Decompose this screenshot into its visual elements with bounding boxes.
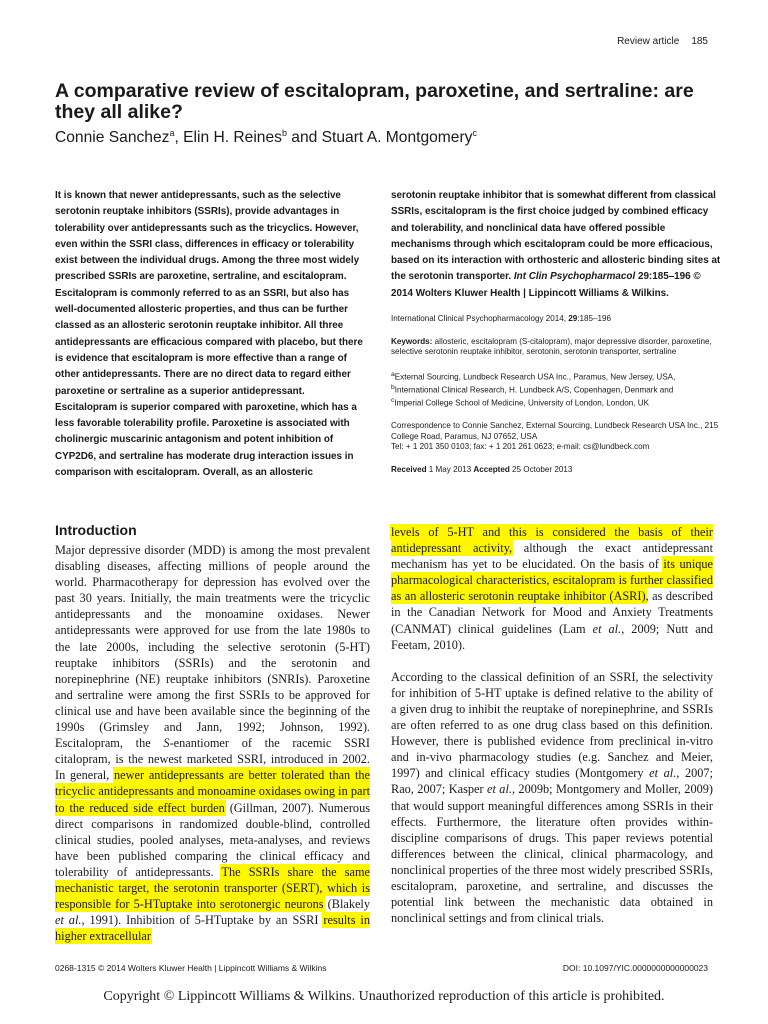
received-label: Received xyxy=(391,464,427,474)
affil-a-text: External Sourcing, Lundbeck Research USA Inc., Paramus, New Jersey, USA, xyxy=(394,372,676,382)
author-3: Stuart A. Montgomery xyxy=(321,129,473,147)
author-2-sup: b xyxy=(281,128,287,138)
author-sep-1: , xyxy=(174,129,184,147)
received-date: 1 May 2013 xyxy=(426,464,474,474)
accepted-date: 25 October 2013 xyxy=(509,464,573,474)
copyright-notice: Copyright © Lippincott Williams & Wilkins. Unauthorized reproduction of this article is prohibited. xyxy=(103,989,665,1004)
italic-run: et al. xyxy=(55,913,82,928)
text-run: , 2009b; Montgomery and Moller, 2009) that would support meaningful differences among SSRIs in their effects. Furthermore, the literature often provides within-discipline comparisons of drugs. This paper reviews potential differences between the clinical, clinical pharmacology, and nonclinical properties of the three most widely prescribed SSRIs, escitalopram, paroxetine, and sertraline, and discusses the potential link between the mechanistic data obtained in nonclinical settings and from clinical trials. xyxy=(391,782,713,926)
affil-b-text: International Clinical Research, H. Lundbeck A/S, Copenhagen, Denmark and xyxy=(394,385,674,395)
affil-a-sup: a xyxy=(391,370,395,378)
text-run: -enantiomer of the racemic SSRI citalopram, is the newest marketed SSRI, introduced in 2002. In general, xyxy=(55,736,371,783)
affiliation-b xyxy=(391,383,721,396)
affiliation-a xyxy=(391,370,721,383)
author-sep-2: and xyxy=(286,129,322,147)
text-run: , 2007; Rao, 2007; Kasper xyxy=(391,766,713,797)
article-meta xyxy=(391,314,721,475)
journal-info: 2014, xyxy=(543,314,569,324)
journal-volume: 29 xyxy=(568,314,578,324)
author-3-sup: c xyxy=(472,128,477,138)
journal-line xyxy=(391,314,721,325)
italic-run: et al. xyxy=(649,766,677,781)
italic-run: S xyxy=(163,736,170,751)
text-run: , as described in the Canadian Network for Mood and Anxiety Treatments (CANMAT) clinical guidelines (Lam xyxy=(391,589,713,636)
author-1-sup: a xyxy=(169,128,175,138)
section-heading-introduction: Introduction xyxy=(55,522,137,538)
journal-name: International Clinical Psychopharmacology xyxy=(391,314,544,324)
correspondence: Correspondence to Connie Sanchez, External Sourcing, Lundbeck Research USA Inc., 215 College Road, Paramus, NJ 07652, USA xyxy=(391,421,719,441)
text-run: , 2009; Nutt and Feetam, 2010). xyxy=(391,621,713,652)
text-run: (Gillman, 2007). Numerous direct comparisons in randomized double-blind, controlled clinical studies, pooled analyses, meta-analyses, and reviews have been published comparing the clinical efficacy and tolerability of antidepressants. xyxy=(55,800,371,879)
text-run: (Blakely xyxy=(323,897,370,912)
author-1: Connie Sanchez xyxy=(55,129,170,147)
highlight-run: results in higher extracellular xyxy=(55,913,370,944)
intro-left-column xyxy=(55,542,370,944)
keywords-text: allosteric, escitalopram (S-citalopram), major depressive disorder, paroxetine, selective serotonin reuptake inhibitor, serotonin, serotonin transporter, sertraline xyxy=(391,336,712,357)
abstract-continued xyxy=(391,188,721,302)
highlight-run: its unique pharmacological characteristics, escitalopram is further classified as an allosteric serotonin reuptake inhibitor (ASRI) xyxy=(391,557,713,604)
intro-paragraph-1-continued xyxy=(391,524,713,653)
abstract-citation: Int Clin Psychopharmacol xyxy=(513,271,636,283)
affil-b-sup: b xyxy=(391,383,395,391)
author-2: Elin H. Reines xyxy=(183,129,282,147)
abstract-right-text: serotonin reuptake inhibitor that is somewhat different from classical SSRIs, escitalopram is the first choice judged by combined efficacy and tolerability, and nonclinical data have offered possible mechanisms through which escitalopram could be more efficacious, based on its interaction with orthosteric and allosteric binding sites at the serotonin transporter. xyxy=(391,190,721,283)
text-run: Major depressive disorder (MDD) is among the most prevalent disabling diseases, affecting millions of people around the world. Pharmacotherapy for depression has evolved over the past 30 years. Initially, the main treatments were the tricyclic antidepressants and the monoamine oxidases. Newer antidepressants were approved for use from the late 1980s to the late 2000s, including the selective serotonin (5-HT) reuptake inhibitors (SSRIs) and the serotonin and norepinephrine (NE) reuptake inhibitors (SNRIs). Paroxetine and sertraline were among the first SSRIs to be approved for clinical use and have been available since the beginning of the 1990s (Grimsley and Jann, 1992; Johnson, 1992). Escitalopram, the xyxy=(55,543,370,751)
highlight-run: newer antidepressants are better tolerated than the tricyclic antidepressants and monoamine oxidases owing in part to the reduced side effect burden xyxy=(55,768,370,815)
affiliation-c xyxy=(391,396,721,409)
intro-right-column xyxy=(391,524,713,926)
highlight-run: levels of 5-HT and this is considered the basis of their antidepressant activity, xyxy=(391,525,713,556)
text-run: According to the classical definition of an SSRI, the selectivity for inhibition of 5-HT uptake is defined relative to the ability of a given drug to inhibit the reuptake of norepinephrine, and SSRIs are often referred to as one drug class based on this definition. However, there is published evidence from preclinical in-vitro and in-vivo pharmacology studies (e.g. Sanchez and Meier, 1997) and clinical efficacy studies (Montgomery xyxy=(391,669,713,781)
received-line xyxy=(391,465,721,476)
keywords-label: Keywords: xyxy=(391,336,433,346)
italic-run: et al. xyxy=(592,621,622,636)
abstract-citation-rest: 29:185–196 © 2014 Wolters Kluwer Health | Lippincott Williams & Wilkins. xyxy=(391,271,701,299)
accepted-label: Accepted xyxy=(473,464,510,474)
footer-doi: DOI: 10.1097/YIC.0000000000000023 xyxy=(562,963,708,973)
abstract-left: It is known that newer antidepressants, such as the selective serotonin reuptake inhibitors (SSRIs), provide advantages in tolerability over antidepressants such as the tricyclics. However, even within the SSRI class, differences in efficacy or tolerability exist between the individual drugs. Among the three most widely prescribed SSRIs are paroxetine, sertraline, and escitalopram. Escitalopram is commonly referred to as an SSRI, but also has well-documented allosteric properties, and thus can be further classed as an allosteric serotonin reuptake inhibitor. All three antidepressants are efficacious compared with placebo, but there is evidence that escitalopram is more effective than a range of other antidepressants. There are no direct data to regard either paroxetine or sertraline as a superior antidepressant. Escitalopram is superior compared with paroxetine, which has a less favorable tolerability profile. Paroxetine is associated with cholinergic muscarinic antagonism and potent inhibition of CYP2D6, and sertraline has moderate drug interaction issues in comparison with escitalopram. Overall, as an allosteric xyxy=(55,190,363,479)
intro-paragraph-1 xyxy=(55,542,370,944)
text-run: , 1991). Inhibition of 5-HTuptake by an SSRI xyxy=(81,913,324,928)
page-number: 185 xyxy=(691,36,708,47)
section-label: Review article xyxy=(617,36,680,47)
contact-line: Tel: + 1 201 350 0103; fax: + 1 201 261 0623; e-mail: cs@lundbeck.com xyxy=(391,442,650,452)
keywords xyxy=(391,337,721,358)
text-run: although the exact antidepressant mechanism has yet to be elucidated. On the basis of xyxy=(391,541,713,572)
article-title: A comparative review of escitalopram, paroxetine, and sertraline: are they all alike? xyxy=(55,80,694,123)
journal-pages: :185–196 xyxy=(577,314,612,324)
intro-paragraph-2 xyxy=(391,669,713,927)
abstract-right-column xyxy=(391,188,721,475)
running-header xyxy=(617,36,708,47)
highlight-run: The SSRIs share the same mechanistic target, the serotonin transporter (SERT), which is responsible for 5-HTuptake into serotonergic neurons xyxy=(55,864,370,912)
footer-issn: 0268-1315 © 2014 Wolters Kluwer Health | Lippincott Williams & Wilkins xyxy=(55,963,327,973)
author-list xyxy=(55,128,477,147)
italic-run: et al. xyxy=(487,782,512,797)
affil-c-text: Imperial College School of Medicine, University of London, London, UK xyxy=(394,398,650,408)
affil-c-sup: c xyxy=(391,396,395,404)
